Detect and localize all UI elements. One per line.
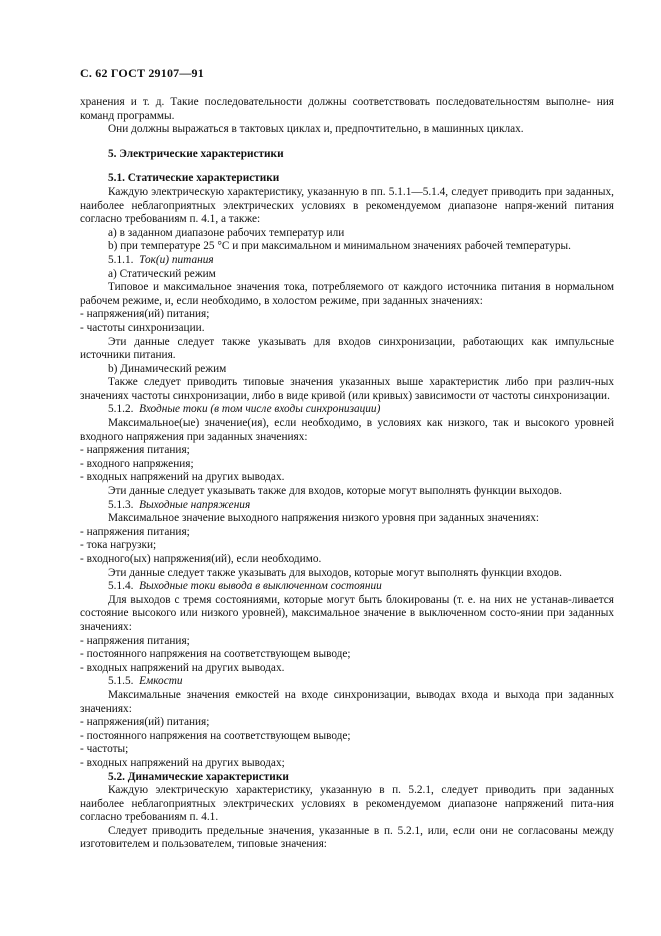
clause-title: Выходные токи вывода в выключенном состоянии <box>139 580 382 593</box>
list-item: - тока нагрузки; <box>80 539 157 552</box>
paragraph: Они должны выражаться в тактовых циклах и, предпочтительно, в машинных циклах. <box>108 123 524 136</box>
paragraph: Эти данные следует также указывать для выходов, которые могут выполнять функции входов. <box>108 566 562 579</box>
paragraph: Каждую электрическую характеристику, указанную в п. 5.2.1, следует приводить при заданных наиболее неблагоприятных электрических условиях в рекомендуемом диапазоне напряжений пита-ния согласно требованиям п. 4.1. <box>80 784 614 824</box>
clause-heading: 5.1.3. Выходные напряжения <box>108 498 251 511</box>
paragraph: Также следует приводить типовые значения указанных выше характеристик либо при различ-ных значениях частоты синхронизации, либо в виде кривой (или кривых) зависимости от частоты синхронизации. <box>80 376 614 402</box>
paragraph: Максимальное(ые) значение(ия), если необходимо, в условиях как низкого, так и высокого уровней входного напряжения при заданных значениях: <box>80 417 614 443</box>
paragraph: Типовое и максимальное значения тока, потребляемого от каждого источника питания в нормальном рабочем режиме, и, если необходимо, в холостом режиме, при заданных значениях: <box>80 281 614 307</box>
list-item: а) в заданном диапазоне рабочих температур или <box>108 226 345 239</box>
list-item: - постоянного напряжения на соответствующем выводе; <box>80 729 351 742</box>
paragraph: Максимальные значения емкостей на входе синхронизации, выводах входа и выхода при заданных значениях: <box>80 688 614 715</box>
list-item: - напряжения питания; <box>80 525 190 538</box>
list-item: - входных напряжений на других выводах; <box>80 756 285 769</box>
list-item: - входного(ых) напряжения(ий), если необходимо. <box>80 553 322 565</box>
paragraph: Для выходов с тремя состояниями, которые могут быть блокированы (т. е. на них не устанав-ливается состояние высокого или низкого уровней), максимальное значение в выключенном состо-янии при заданных значениях: <box>80 593 614 633</box>
list-item: - входного напряжения; <box>80 457 194 470</box>
list-item: - входных напряжений на других выводах. <box>80 661 285 674</box>
list-item: - входных напряжений на других выводах. <box>80 471 285 484</box>
list-item: - напряжения питания; <box>80 444 190 457</box>
clause-title: Входные токи (в том числе входы синхронизации) <box>139 403 381 416</box>
clause-heading: 5.1.2. Входные токи (в том числе входы синхронизации) <box>108 403 381 416</box>
list-item: а) Статический режим <box>108 267 216 280</box>
paragraph: Каждую электрическую характеристику, указанную в пп. 5.1.1—5.1.4, следует приводить при заданных, наиболее неблагоприятных электрических условиях в рекомендуемом диапазоне напря-жений питания согласно требованиям п. 4.1, а также: <box>80 185 614 226</box>
text-line: ния команд программы. <box>80 96 614 122</box>
clause-title: Емкости <box>139 675 183 688</box>
list-item: - напряжения(ий) питания; <box>80 308 210 321</box>
text-line: хранения и т. д. Такие последовательности должны соответствовать последовательностям выполне- <box>80 96 591 108</box>
clause-title: Выходные напряжения <box>139 498 251 511</box>
paragraph <box>80 96 614 123</box>
paragraph: Следует приводить предельные значения, указанные в п. 5.2.1, или, если они не согласованы между изготовителем и пользователем, типовые значения: <box>80 824 614 851</box>
clause-title: Ток(и) питания <box>139 253 214 266</box>
paragraph: Максимальное значение выходного напряжения низкого уровня при заданных значениях: <box>108 512 540 525</box>
subsection-heading: 5.1. Статические характеристики <box>108 172 280 185</box>
paragraph: Эти данные следует также указывать для входов синхронизации, работающих как импульсные источники питания. <box>80 335 614 362</box>
clause-heading: 5.1.1. Ток(и) питания <box>108 253 214 266</box>
list-item: b) при температуре 25 °С и при максимальном и минимальном значениях рабочей температуры. <box>108 240 571 253</box>
list-item: b) Динамический режим <box>108 362 227 375</box>
list-item: - частоты; <box>80 743 129 756</box>
subsection-heading: 5.2. Динамические характеристики <box>108 770 289 783</box>
list-item: - напряжения(ий) питания; <box>80 716 210 729</box>
paragraph: Эти данные следует указывать также для входов, которые могут выполнять функции выходов. <box>108 485 562 498</box>
list-item: - постоянного напряжения на соответствующем выводе; <box>80 648 351 661</box>
document-body <box>80 96 614 852</box>
section-heading: 5. Электрические характеристики <box>108 147 284 160</box>
page-header: С. 62 ГОСТ 29107—91 <box>80 66 204 80</box>
clause-heading: 5.1.4. Выходные токи вывода в выключенном состоянии <box>108 580 382 593</box>
list-item: - напряжения питания; <box>80 634 190 647</box>
list-item: - частоты синхронизации. <box>80 321 205 334</box>
clause-heading: 5.1.5. Емкости <box>108 675 183 688</box>
